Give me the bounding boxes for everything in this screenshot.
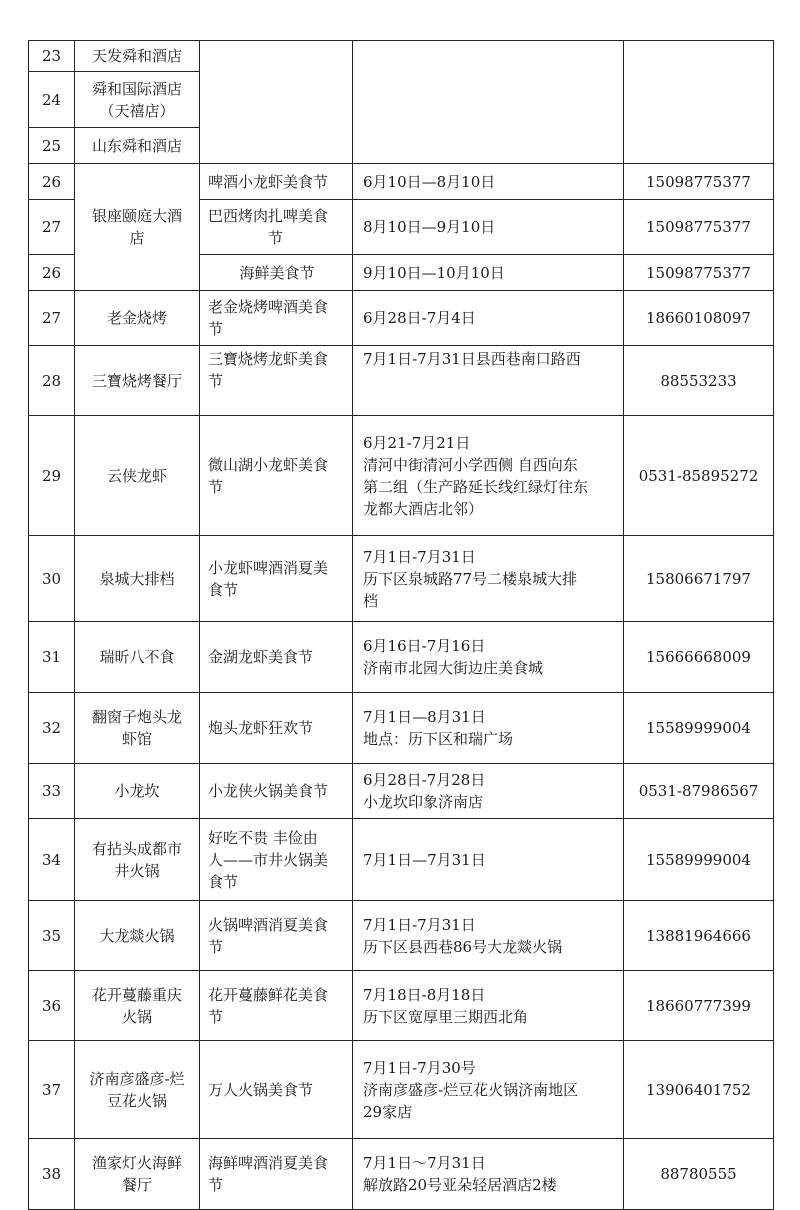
event-name-line: 节 [208, 1007, 224, 1026]
event-location-line: 29家店 [363, 1102, 413, 1121]
event-name-line: 食节 [208, 872, 239, 891]
row-number: 26 [29, 164, 75, 200]
event-date: 7月1日—7月31日 [353, 819, 624, 901]
event-location-line: 档 [363, 591, 379, 610]
event-date-line: 7月1日-7月31日 [363, 547, 476, 566]
event-location-line: 第二组（生产路延长线红绿灯往东 [363, 477, 589, 496]
event-date [353, 693, 624, 764]
event-name-line: 巴西烤肉扎啤美食 [208, 207, 329, 225]
event-name-line: 老金烧烤啤酒美食 [208, 298, 329, 316]
event-location-line: 地点：历下区和瑞广场 [363, 730, 514, 748]
event-location-line: 历下区泉城路77号二楼泉城大排 [363, 569, 578, 588]
venue-name: 云侠龙虾 [75, 416, 200, 536]
event-date: 9月10日—10月10日 [353, 255, 624, 291]
event-name [200, 346, 353, 416]
venue-name-line: 井火锅 [114, 861, 160, 880]
venue-name [75, 971, 200, 1041]
table-row [29, 819, 774, 901]
venue-name: 瑞昕八不食 [75, 622, 200, 693]
venue-name-line: （天禧店） [99, 101, 175, 120]
venue-name-line: 豆花火锅 [106, 1091, 167, 1110]
event-location-line: 清河中街清河小学西侧 自西向东 [363, 455, 578, 474]
venue-name [75, 819, 200, 901]
venue-name-line: 店 [129, 229, 145, 247]
row-number: 32 [29, 693, 75, 764]
event-date [353, 622, 624, 693]
venue-name: 老金烧烤 [75, 291, 200, 346]
event-location-line: 济南彦盛彦-烂豆花火锅济南地区 [363, 1080, 579, 1099]
event-date-line: 6月16日-7月16日 [363, 637, 486, 655]
contact-phone: 15098775377 [624, 200, 774, 255]
row-number: 27 [29, 200, 75, 255]
contact-phone: 15666668009 [624, 622, 774, 693]
event-date [353, 901, 624, 971]
table-row [29, 622, 774, 693]
venue-name-line: 虾馆 [121, 730, 152, 748]
venue-name [75, 72, 200, 128]
event-name-line: 火锅啤酒消夏美食 [208, 915, 329, 934]
venue-name [75, 693, 200, 764]
event-name: 小龙侠火锅美食节 [200, 764, 353, 819]
contact-phone: 0531-87986567 [624, 764, 774, 819]
row-number: 28 [29, 346, 75, 416]
event-location-line: 龙都大酒店北邻） [363, 499, 484, 518]
row-number: 31 [29, 622, 75, 693]
event-location-line: 解放路20号亚朵轻居酒店2楼 [363, 1176, 557, 1194]
event-name: 海鲜美食节 [200, 255, 353, 291]
event-name-line: 节 [268, 229, 284, 247]
phone-cell-empty [624, 41, 774, 164]
venue-name-line: 济南彦盛彦-烂 [89, 1069, 185, 1088]
table-row [29, 291, 774, 346]
venue-name: 三寶烧烤餐厅 [75, 346, 200, 416]
event-date: 8月10日—9月10日 [353, 200, 624, 255]
row-number: 24 [29, 72, 75, 128]
event-date-line: 6月28日-7月28日 [363, 771, 486, 789]
table-row [29, 764, 774, 819]
row-number: 29 [29, 416, 75, 536]
contact-phone: 13881964666 [624, 901, 774, 971]
event-name-line: 食节 [208, 580, 239, 599]
event-date-line: 7月1日—8月31日 [363, 708, 486, 726]
event-name [200, 901, 353, 971]
row-number: 30 [29, 536, 75, 622]
row-number: 37 [29, 1041, 75, 1139]
contact-phone: 15098775377 [624, 164, 774, 200]
contact-phone: 15098775377 [624, 255, 774, 291]
event-date-line: 6月21-7月21日 [363, 433, 471, 452]
event-name [200, 416, 353, 536]
date-cell-empty [353, 41, 624, 164]
event-date-line: 7月1日-7月31日 [363, 915, 476, 934]
event-name: 炮头龙虾狂欢节 [200, 693, 353, 764]
venue-name-line: 有拈头成都市 [91, 839, 182, 858]
venue-name-line: 翻窗子炮头龙 [91, 708, 182, 726]
row-number: 33 [29, 764, 75, 819]
event-date-line: 7月1日-7月30号 [363, 1058, 476, 1077]
contact-phone: 88553233 [624, 346, 774, 416]
venue-name [75, 1139, 200, 1210]
row-number: 36 [29, 971, 75, 1041]
event-date [353, 1041, 624, 1139]
event-name [200, 536, 353, 622]
table-row [29, 346, 774, 416]
event-date [353, 764, 624, 819]
venue-name-line: 舜和国际酒店 [91, 79, 182, 98]
contact-phone: 15589999004 [624, 819, 774, 901]
contact-phone: 18660777399 [624, 971, 774, 1041]
row-number: 35 [29, 901, 75, 971]
table-row [29, 416, 774, 536]
table-row [29, 693, 774, 764]
contact-phone: 18660108097 [624, 291, 774, 346]
event-date: 6月10日—8月10日 [353, 164, 624, 200]
venue-name: 山东舜和酒店 [75, 128, 200, 164]
event-cell-empty [200, 41, 353, 164]
event-name-line: 小龙虾啤酒消夏美 [208, 558, 329, 577]
event-name: 万人火锅美食节 [200, 1041, 353, 1139]
row-number: 38 [29, 1139, 75, 1210]
event-name-line: 节 [208, 477, 224, 496]
event-location-line: 历下区宽厚里三期西北角 [363, 1007, 529, 1026]
event-name-line: 人——市井火锅美 [208, 850, 329, 869]
table-row [29, 164, 774, 200]
venue-name-line: 渔家灯火海鲜 [91, 1154, 182, 1172]
event-name: 金湖龙虾美食节 [200, 622, 353, 693]
row-number: 25 [29, 128, 75, 164]
event-name [200, 291, 353, 346]
event-name [200, 971, 353, 1041]
event-name-line: 好吃不贵 丰俭由 [208, 828, 318, 847]
row-number: 23 [29, 41, 75, 72]
event-location-line: 历下区县西巷86号大龙燚火锅 [363, 937, 563, 956]
contact-phone: 0531-85895272 [624, 416, 774, 536]
event-date [353, 1139, 624, 1210]
event-date-line: 7月1日～7月31日 [363, 1154, 486, 1172]
venue-name-line: 餐厅 [121, 1176, 152, 1194]
event-name-line: 微山湖小龙虾美食 [208, 455, 329, 474]
venue-name-line: 银座颐庭大酒 [91, 207, 182, 225]
venue-name: 大龙燚火锅 [75, 901, 200, 971]
event-table [28, 40, 774, 1210]
event-name [200, 200, 353, 255]
venue-name: 天发舜和酒店 [75, 41, 200, 72]
table-row [29, 536, 774, 622]
row-number: 26 [29, 255, 75, 291]
event-name-line: 节 [208, 1176, 224, 1194]
event-name [200, 1139, 353, 1210]
table-row [29, 41, 774, 72]
table-row [29, 1041, 774, 1139]
event-name-line: 节 [208, 320, 224, 338]
table-row [29, 1139, 774, 1210]
table-row [29, 971, 774, 1041]
event-date [353, 416, 624, 536]
contact-phone: 15589999004 [624, 693, 774, 764]
table-row [29, 901, 774, 971]
event-name-line: 海鲜啤酒消夏美食 [208, 1154, 329, 1172]
venue-name: 小龙坎 [75, 764, 200, 819]
venue-name-line: 花开蔓藤重庆 [91, 985, 182, 1004]
venue-name-line: 火锅 [121, 1007, 152, 1026]
event-name-line: 节 [208, 937, 224, 956]
event-name-line: 花开蔓藤鲜花美食 [208, 985, 329, 1004]
event-name [200, 819, 353, 901]
row-number: 27 [29, 291, 75, 346]
event-name-line: 节 [208, 372, 224, 390]
event-date [353, 536, 624, 622]
contact-phone: 88780555 [624, 1139, 774, 1210]
event-date: 7月1日-7月31日县西巷南口路西 [353, 346, 624, 416]
event-location-line: 济南市北园大街边庄美食城 [363, 659, 544, 677]
venue-name [75, 164, 200, 291]
event-name-line: 三寶烧烤龙虾美食 [208, 350, 329, 368]
event-location-line: 小龙坎印象济南店 [363, 793, 484, 811]
event-date: 6月28日-7月4日 [353, 291, 624, 346]
row-number: 34 [29, 819, 75, 901]
venue-name: 泉城大排档 [75, 536, 200, 622]
contact-phone: 15806671797 [624, 536, 774, 622]
event-date-line: 7月18日-8月18日 [363, 985, 486, 1004]
event-date [353, 971, 624, 1041]
event-name: 啤酒小龙虾美食节 [200, 164, 353, 200]
contact-phone: 13906401752 [624, 1041, 774, 1139]
venue-name [75, 1041, 200, 1139]
